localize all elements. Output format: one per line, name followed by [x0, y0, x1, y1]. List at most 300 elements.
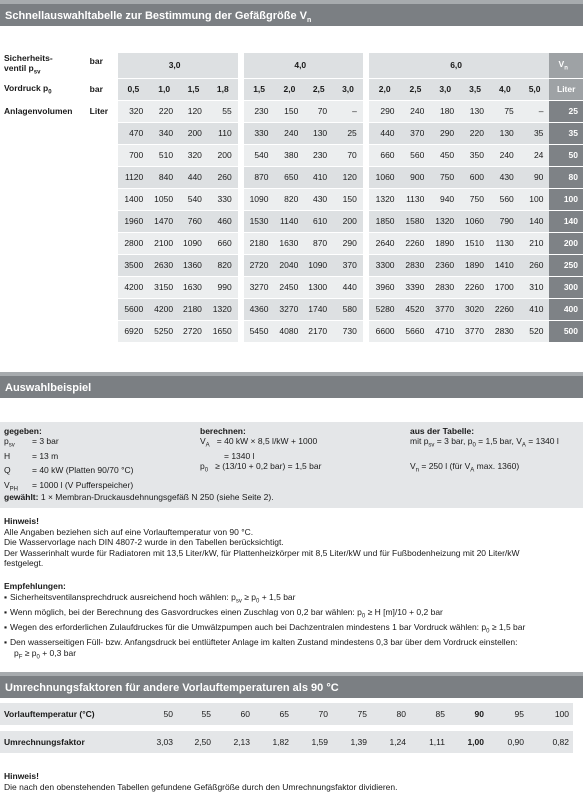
row-unit: [88, 321, 118, 343]
result-text: 1 × Membran-Druckausdehnungsgefäß N 250 (siehe Seite 2).: [40, 492, 274, 502]
given-value: = 40 kW (Platten 90/70 °C): [32, 465, 134, 476]
volume-cell: 410: [520, 299, 550, 321]
volume-cell: 1130: [490, 233, 520, 255]
factor-cell: 2,13: [215, 731, 254, 753]
given-key-sub: PH: [9, 486, 19, 493]
rec1b-sub: 0: [256, 598, 260, 605]
given-key: [4, 451, 32, 466]
row-unit: [88, 167, 118, 189]
pressure-row: [0, 79, 583, 101]
volume-cell: 2640: [369, 233, 401, 255]
volume-cell: 2040: [275, 255, 305, 277]
row-label: [0, 123, 88, 145]
volume-cell: 1700: [490, 277, 520, 299]
t1b: = 3 bar, p: [434, 436, 473, 446]
conversion-title: Umrechnungsfaktoren für andere Vorlauftemperaturen als 90 °C: [0, 672, 583, 698]
vessel-size-cell: 500: [549, 321, 583, 343]
volume-cell: 1090: [244, 189, 275, 211]
rec-item-4: [4, 637, 579, 648]
given-list: [4, 436, 133, 495]
row-label: [0, 321, 88, 343]
volume-cell: 3150: [149, 277, 179, 299]
volume-cell: 2180: [179, 299, 208, 321]
volume-row: [0, 255, 583, 277]
volume-cell: 1090: [179, 233, 208, 255]
volume-cell: 430: [490, 167, 520, 189]
volume-row: [0, 321, 583, 343]
volume-cell: 660: [369, 145, 401, 167]
liter-header: Liter: [549, 79, 583, 101]
volume-cell: 3020: [460, 299, 490, 321]
table-head: aus der Tabelle:: [410, 426, 475, 436]
volume-cell: 1580: [401, 211, 431, 233]
hint1-line: Der Wasserinhalt wurde für Radiatoren mit 13,5 Liter/kW, für Plattenheizkörper mit 8,5 Liter/kW und für Fußbodenheizung mit 20 Liter/kW: [4, 547, 520, 558]
sv-label-sub: sv: [33, 69, 41, 76]
row-unit: [88, 211, 118, 233]
volume-cell: 150: [275, 101, 305, 123]
rec-item-4-formula: [4, 648, 579, 663]
volume-cell: 6920: [118, 321, 150, 343]
volume-cell: 3500: [118, 255, 150, 277]
vessel-size-cell: 50: [549, 145, 583, 167]
volume-cell: 820: [275, 189, 305, 211]
hint2-text: Die nach den obenstehenden Tabellen gefundene Gefäßgröße durch den Umrechnungsfaktor dividieren.: [4, 781, 398, 792]
volume-cell: 290: [369, 101, 401, 123]
volume-cell: 5250: [149, 321, 179, 343]
volume-cell: 940: [430, 189, 460, 211]
temperature-cell: 70: [293, 703, 332, 725]
pressure-value: 4,0: [490, 79, 520, 101]
rec-item-2: [4, 607, 579, 622]
sv-label: [0, 53, 88, 79]
row-label: [0, 233, 88, 255]
volume-cell: 750: [430, 167, 460, 189]
volume-cell: 90: [520, 167, 550, 189]
volume-cell: 180: [430, 101, 460, 123]
rec3a-sub: 0: [486, 628, 490, 635]
factor-row: [0, 731, 573, 753]
volume-cell: 4710: [430, 321, 460, 343]
volume-cell: 210: [520, 233, 550, 255]
calc-1b: = 40 kW × 8,5 l/kW + 1000: [216, 436, 318, 446]
volume-cell: 1320: [369, 189, 401, 211]
row-label: [0, 145, 88, 167]
volume-cell: 4360: [244, 299, 275, 321]
volume-cell: 600: [460, 167, 490, 189]
row-unit: Liter: [88, 101, 118, 123]
row-unit: [88, 277, 118, 299]
volume-row: [0, 101, 583, 123]
factor-cell: 2,50: [177, 731, 215, 753]
group-header-4: 4,0: [244, 53, 363, 79]
volume-cell: 1410: [490, 255, 520, 277]
temp-label: Vorlauftemperatur (°C): [0, 703, 150, 725]
volume-cell: 1090: [304, 255, 333, 277]
given-key-symbol: V: [4, 480, 10, 491]
given-key-symbol: H: [4, 450, 11, 461]
vessel-size-cell: 250: [549, 255, 583, 277]
volume-cell: 540: [244, 145, 275, 167]
volume-cell: 1890: [460, 255, 490, 277]
volume-cell: 2170: [304, 321, 333, 343]
hint2-title: Hinweis!: [4, 771, 39, 781]
volume-cell: 820: [208, 255, 238, 277]
vordruck-label: [0, 79, 88, 101]
vessel-size-cell: 35: [549, 123, 583, 145]
volume-cell: 660: [208, 233, 238, 255]
vessel-size-cell: 200: [549, 233, 583, 255]
volume-cell: 35: [520, 123, 550, 145]
calc-3a: p: [200, 460, 205, 471]
volume-cell: 5600: [118, 299, 150, 321]
volume-cell: 380: [275, 145, 305, 167]
volume-cell: 2830: [401, 255, 431, 277]
row-label: [0, 255, 88, 277]
volume-cell: 25: [333, 123, 363, 145]
factor-label: Umrechnungsfaktor: [0, 731, 150, 753]
sv-row: [0, 53, 583, 79]
volume-cell: 3390: [401, 277, 431, 299]
volume-cell: 100: [520, 189, 550, 211]
vessel-size-cell: 140: [549, 211, 583, 233]
volume-cell: 410: [304, 167, 333, 189]
volume-cell: 1650: [208, 321, 238, 343]
volume-cell: 2720: [244, 255, 275, 277]
volume-cell: 310: [520, 277, 550, 299]
temperature-cell: 65: [254, 703, 293, 725]
factor-cell: 0,90: [488, 731, 528, 753]
t1c: = 1,5 bar, V: [475, 436, 522, 446]
t1d: = 1340 l: [525, 436, 559, 446]
calc-3a-sub: 0: [204, 467, 209, 474]
rec4cb-sub: 0: [36, 654, 40, 661]
sv-label-line2: ventil p: [4, 63, 34, 73]
volume-cell: 1120: [118, 167, 150, 189]
temperature-cell: 55: [177, 703, 215, 725]
result-line: [4, 492, 274, 502]
rec3b: ≥ 1,5 bar: [489, 621, 526, 632]
temperature-cell: 90: [449, 703, 488, 725]
rec1c: + 1,5 bar: [259, 591, 296, 602]
volume-cell: 140: [520, 211, 550, 233]
volume-cell: 4520: [401, 299, 431, 321]
volume-cell: 760: [179, 211, 208, 233]
volume-cell: 650: [275, 167, 305, 189]
volume-cell: 220: [149, 101, 179, 123]
volume-cell: 230: [304, 145, 333, 167]
volume-cell: 1530: [244, 211, 275, 233]
volume-cell: 840: [149, 167, 179, 189]
pressure-value: 1,0: [149, 79, 179, 101]
volume-cell: 290: [333, 233, 363, 255]
volume-cell: 3300: [369, 255, 401, 277]
volume-cell: 440: [179, 167, 208, 189]
volume-cell: 2260: [460, 277, 490, 299]
rec-item-3: [4, 622, 579, 637]
rec4cc: + 0,3 bar: [39, 647, 77, 658]
volume-cell: –: [520, 101, 550, 123]
volume-row: [0, 299, 583, 321]
volume-cell: 2630: [149, 255, 179, 277]
volume-cell: 610: [304, 211, 333, 233]
pressure-value: 3,0: [333, 79, 363, 101]
volume-cell: 330: [244, 123, 275, 145]
given-head: gegeben:: [4, 426, 42, 436]
rec2a: Wenn möglich, bei der Berechnung des Gasvordruckes einen Zuschlag von 0,2 bar wählen: p: [10, 606, 362, 617]
volume-cell: 1300: [304, 277, 333, 299]
volume-cell: 150: [333, 189, 363, 211]
row-unit: [88, 189, 118, 211]
volume-cell: 4200: [118, 277, 150, 299]
volume-cell: 870: [244, 167, 275, 189]
pressure-value: 3,0: [430, 79, 460, 101]
volume-cell: 730: [333, 321, 363, 343]
temperature-cell: 95: [488, 703, 528, 725]
vessel-size-cell: 80: [549, 167, 583, 189]
volume-row: [0, 167, 583, 189]
row-label: [0, 277, 88, 299]
factor-cell: 0,82: [528, 731, 573, 753]
volume-cell: 120: [179, 101, 208, 123]
row-unit: [88, 233, 118, 255]
volume-cell: 370: [401, 123, 431, 145]
calc-1a: V: [200, 436, 206, 446]
volume-cell: 3960: [369, 277, 401, 299]
selection-table: [0, 53, 583, 343]
volume-cell: 1060: [369, 167, 401, 189]
volume-cell: 1360: [179, 255, 208, 277]
row-unit: [88, 145, 118, 167]
volume-cell: 540: [179, 189, 208, 211]
t2c: max. 1360): [474, 460, 520, 471]
calc-line-2: = 1340 l: [224, 450, 255, 461]
hint1-title: Hinweis!: [4, 516, 39, 526]
pressure-value: 1,5: [244, 79, 275, 101]
volume-cell: 260: [208, 167, 238, 189]
recommendations-block: [4, 581, 579, 663]
hint1-line: festgelegt.: [4, 558, 44, 568]
hint1-lines: [4, 527, 579, 569]
result-head: gewählt:: [4, 492, 39, 502]
vessel-size-cell: 300: [549, 277, 583, 299]
volume-cell: 1960: [118, 211, 150, 233]
pressure-value: 1,5: [179, 79, 208, 101]
volume-cell: 2260: [401, 233, 431, 255]
volume-cell: 75: [490, 101, 520, 123]
rec-title: Empfehlungen:: [4, 581, 66, 591]
temperature-cell: 60: [215, 703, 254, 725]
volume-cell: 460: [208, 211, 238, 233]
given-item: [4, 465, 133, 480]
volume-cell: 130: [304, 123, 333, 145]
factor-cell: 1,59: [293, 731, 332, 753]
group-header-3: 3,0: [118, 53, 238, 79]
volume-cell: 1630: [179, 277, 208, 299]
volume-cell: 5660: [401, 321, 431, 343]
volume-cell: 200: [208, 145, 238, 167]
title-sub: n: [306, 17, 312, 25]
given-item: [4, 451, 133, 466]
factor-cell: 1,39: [332, 731, 371, 753]
group-header-6: 6,0: [369, 53, 550, 79]
rec1a: Sicherheitsventilansprechdruck ausreichend hoch wählen: p: [10, 591, 236, 602]
volume-row: [0, 189, 583, 211]
volume-cell: 120: [333, 167, 363, 189]
title-text: Schnellauswahltabelle zur Bestimmung der Gefäßgröße V: [5, 10, 307, 22]
given-value: = 3 bar: [32, 436, 59, 446]
rec2b: ≥ H [m]/10 + 0,2 bar: [365, 606, 443, 617]
temperature-cell: 80: [371, 703, 410, 725]
volume-cell: 870: [304, 233, 333, 255]
t2b: = 250 l (für V: [419, 460, 471, 471]
t2a-sub: n: [415, 467, 420, 474]
vn-header-text: V: [558, 59, 565, 69]
row-label: [0, 167, 88, 189]
given-key: [4, 465, 32, 480]
volume-cell: 3770: [430, 299, 460, 321]
t2a: V: [410, 460, 416, 471]
volume-cell: 470: [118, 123, 150, 145]
given-key: [4, 436, 32, 451]
row-unit: [88, 123, 118, 145]
factor-cell: 1,24: [371, 731, 410, 753]
volume-cell: 560: [490, 189, 520, 211]
t1b-sub: 0: [472, 442, 476, 449]
volume-cell: 24: [520, 145, 550, 167]
hint-block-1: [4, 516, 579, 569]
calc-line-1: [200, 436, 318, 449]
pressure-value: 0,5: [118, 79, 150, 101]
row-label: [0, 211, 88, 233]
sv-unit: bar: [88, 53, 118, 79]
volume-cell: 3770: [460, 321, 490, 343]
given-value: = 1000 l (V Pufferspeicher): [32, 480, 134, 491]
volume-cell: 240: [275, 123, 305, 145]
rec4ca: p: [14, 647, 19, 658]
example-title: Auswahlbeispiel: [0, 372, 583, 398]
temperature-cell: 50: [150, 703, 177, 725]
t2b-sub: A: [470, 467, 475, 474]
volume-cell: 200: [179, 123, 208, 145]
rec4ca-sub: F: [18, 654, 23, 661]
pressure-value: 1,8: [208, 79, 238, 101]
rec1a-sub: sv: [235, 598, 242, 605]
volume-cell: 230: [244, 101, 275, 123]
volume-cell: –: [333, 101, 363, 123]
vordruck-label-text: Vordruck p: [4, 82, 49, 93]
conversion-table: [0, 703, 573, 753]
volume-row: [0, 145, 583, 167]
calc-1a-sub: A: [205, 442, 210, 449]
volume-cell: 240: [490, 145, 520, 167]
pressure-value: 2,5: [304, 79, 333, 101]
given-value: = 13 m: [32, 450, 59, 461]
volume-cell: 130: [460, 101, 490, 123]
rec3a: Wegen des erforderlichen Zulaufdruckes für die Umwälzpumpen auch bei Dachzentralen mindestens 1 bar Vordruck wählen: p: [10, 621, 487, 632]
row-label: [0, 299, 88, 321]
calc-block: [200, 426, 321, 475]
pressure-value: 5,0: [520, 79, 550, 101]
volume-cell: 320: [118, 101, 150, 123]
volume-cell: 1630: [275, 233, 305, 255]
volume-cell: 1320: [430, 211, 460, 233]
pressure-value: 3,5: [460, 79, 490, 101]
row-label: Anlagenvolumen: [0, 101, 88, 123]
factor-cell: 3,03: [150, 731, 177, 753]
rec4: Den wasserseitigen Füll- bzw. Anfangsdruck bei entlüfteter Anlage im kalten Zustand mindestens 0,3 bar über dem Vordruck einstellen:: [10, 637, 518, 648]
volume-cell: 430: [304, 189, 333, 211]
temperature-row: [0, 703, 573, 725]
factor-cell: 1,00: [449, 731, 488, 753]
volume-cell: 750: [460, 189, 490, 211]
row-label: [0, 189, 88, 211]
volume-cell: 450: [430, 145, 460, 167]
t1: mit p: [410, 436, 429, 446]
vessel-size-cell: 100: [549, 189, 583, 211]
volume-cell: 260: [520, 255, 550, 277]
volume-cell: 370: [333, 255, 363, 277]
sv-label-line1: Sicherheits-: [4, 53, 53, 63]
pressure-value: 2,0: [369, 79, 401, 101]
pressure-value: 2,0: [275, 79, 305, 101]
rec2a-sub: 0: [361, 613, 366, 620]
table-line-2: [410, 460, 520, 474]
volume-cell: 70: [304, 101, 333, 123]
vessel-size-cell: 25: [549, 101, 583, 123]
volume-cell: 440: [369, 123, 401, 145]
temperature-cell: 85: [410, 703, 449, 725]
given-key-symbol: p: [4, 436, 9, 446]
volume-cell: 2720: [179, 321, 208, 343]
vessel-size-cell: 400: [549, 299, 583, 321]
pressure-value: 2,5: [401, 79, 431, 101]
volume-cell: 4200: [149, 299, 179, 321]
volume-cell: 5280: [369, 299, 401, 321]
volume-cell: 520: [520, 321, 550, 343]
volume-cell: 350: [460, 145, 490, 167]
volume-cell: 55: [208, 101, 238, 123]
volume-cell: 580: [333, 299, 363, 321]
volume-cell: 560: [401, 145, 431, 167]
temperature-cell: 75: [332, 703, 371, 725]
volume-cell: 200: [333, 211, 363, 233]
volume-cell: 110: [208, 123, 238, 145]
volume-cell: 70: [333, 145, 363, 167]
rec4cb: ≥ p: [22, 647, 37, 658]
t1c-sub: A: [521, 442, 526, 449]
volume-cell: 2800: [118, 233, 150, 255]
given-key-symbol: Q: [4, 465, 11, 476]
volume-cell: 1320: [208, 299, 238, 321]
volume-cell: 1050: [149, 189, 179, 211]
vordruck-unit: bar: [88, 79, 118, 101]
hint-block-2: [4, 771, 579, 792]
given-item: [4, 436, 133, 451]
volume-cell: 2360: [430, 255, 460, 277]
temperature-cell: 100: [528, 703, 573, 725]
volume-cell: 3270: [275, 299, 305, 321]
volume-cell: 1510: [460, 233, 490, 255]
volume-cell: 700: [118, 145, 150, 167]
volume-cell: 440: [333, 277, 363, 299]
volume-cell: 2100: [149, 233, 179, 255]
volume-cell: 220: [460, 123, 490, 145]
example-box: [0, 422, 583, 508]
volume-cell: 330: [208, 189, 238, 211]
volume-cell: 1850: [369, 211, 401, 233]
volume-cell: 1130: [401, 189, 431, 211]
volume-row: [0, 123, 583, 145]
